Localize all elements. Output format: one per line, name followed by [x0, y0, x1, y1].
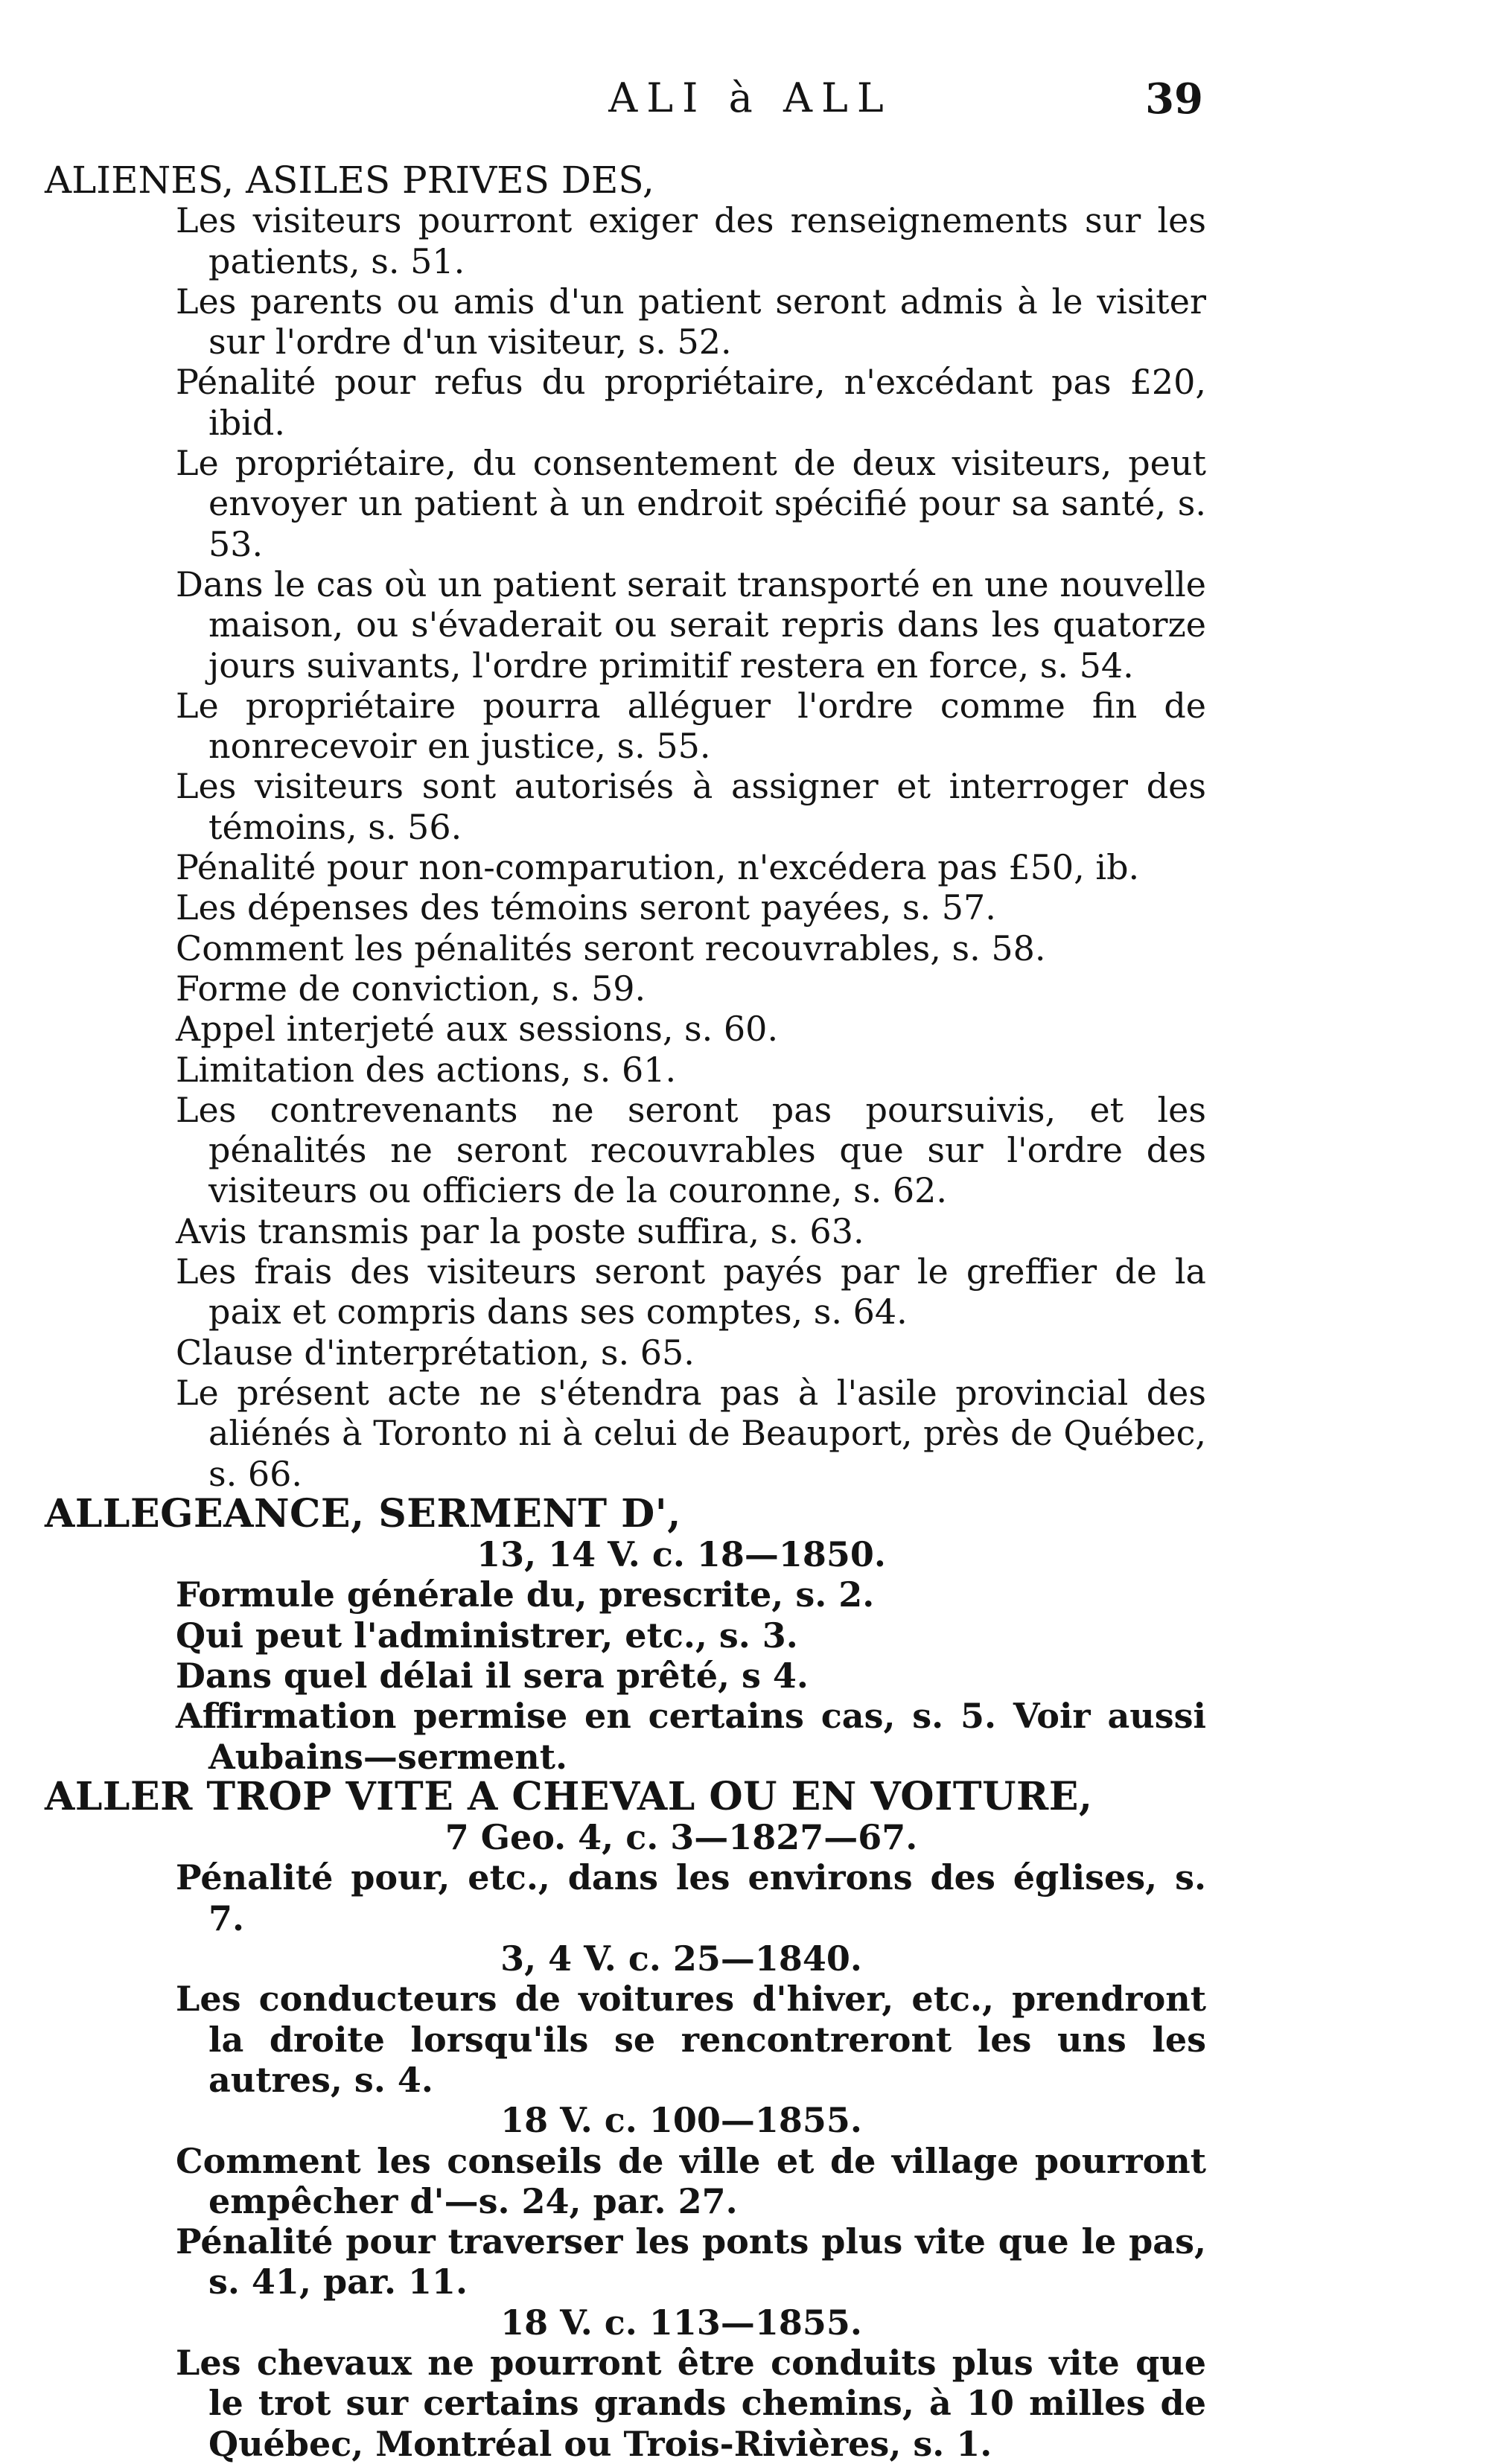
- index-entry: Dans quel délai il sera prêté, s 4.: [176, 1655, 809, 1696]
- index-entry: Limitation des actions, s. 61.: [176, 1049, 677, 1090]
- index-entry: Qui peut l'administrer, etc., s. 3.: [176, 1615, 798, 1656]
- index-entry: Formule générale du, prescrite, s. 2.: [176, 1574, 875, 1615]
- index-entry: Pénalité pour non-comparution, n'excédera pas £50, ib.: [176, 847, 1140, 888]
- section-alienes-entries: [45, 200, 1206, 1494]
- index-entry: Les visiteurs sont autorisés à assigner et interroger des témoins, s. 56.: [176, 766, 1206, 847]
- statute-reference: 18 V. c. 113—1855.: [500, 2302, 862, 2343]
- index-entry: Comment les conseils de ville et de village pourront empêcher d'—s. 24, par. 27.: [176, 2140, 1206, 2221]
- index-entry: Forme de conviction, s. 59.: [176, 968, 646, 1009]
- running-head: ALI à ALL: [608, 74, 893, 121]
- section-heading-aller-trop-vite: ALLER TROP VITE A CHEVAL OU EN VOITURE,: [45, 1773, 1093, 1819]
- index-entry: Pénalité pour traverser les ponts plus vite que le pas, s. 41, par. 11.: [176, 2221, 1206, 2302]
- index-body: [45, 160, 1206, 2464]
- section-allegeance: [45, 1490, 1206, 1777]
- index-entry: Les frais des visiteurs seront payés par le greffier de la paix et compris dans ses comptes, s. 64.: [176, 1251, 1206, 1332]
- statute-reference: 3, 4 V. c. 25—1840.: [500, 1938, 862, 1979]
- index-entry: Affirmation permise en certains cas, s. 5. Voir aussi Aubains—serment.: [176, 1696, 1206, 1777]
- statute-reference: 13, 14 V. c. 18—1850.: [477, 1534, 886, 1575]
- index-entry: Les dépenses des témoins seront payées, s. 57.: [176, 887, 996, 928]
- statute-reference: 7 Geo. 4, c. 3—1827—67.: [444, 1817, 918, 1858]
- index-entry: Appel interjeté aux sessions, s. 60.: [176, 1009, 779, 1050]
- index-entry: Clause d'interprétation, s. 65.: [176, 1332, 695, 1373]
- index-entry: Comment les pénalités seront recouvrables, s. 58.: [176, 928, 1046, 968]
- page-number: 39: [1145, 74, 1203, 124]
- section-heading-allegeance: ALLEGEANCE, SERMENT D',: [45, 1490, 681, 1536]
- section-aller-trop-vite: [45, 1773, 1206, 2464]
- index-entry: Les conducteurs de voitures d'hiver, etc., prendront la droite lorsqu'ils se rencontreront les uns les autres, s. 4.: [176, 1979, 1206, 2100]
- index-entry: Les parents ou amis d'un patient seront admis à le visiter sur l'ordre d'un visiteur, s. 52.: [176, 281, 1206, 363]
- index-entry: Dans le cas où un patient serait transporté en une nouvelle maison, ou s'évaderait ou serait repris dans les quatorze jours suivants, l'ordre primitif restera en force, s. 54.: [176, 564, 1206, 686]
- index-entry: Les chevaux ne pourront être conduits plus vite que le trot sur certains grands chemins, à 10 milles de Québec, Montréal ou Trois-Rivières, s. 1.: [176, 2343, 1206, 2464]
- index-entry: Le présent acte ne s'étendra pas à l'asile provincial des aliénés à Toronto ni à celui de Beauport, près de Québec, s. 66.: [176, 1372, 1206, 1494]
- index-entry: Les visiteurs pourront exiger des renseignements sur les patients, s. 51.: [176, 200, 1206, 281]
- index-entry: Le propriétaire pourra alléguer l'ordre comme fin de nonrecevoir en justice, s. 55.: [176, 685, 1206, 767]
- index-entry: Les contrevenants ne seront pas poursuivis, et les pénalités ne seront recouvrables que sur l'ordre des visiteurs ou officiers de la couronne, s. 62.: [176, 1089, 1206, 1211]
- index-entry: Le propriétaire, du consentement de deux visiteurs, peut envoyer un patient à un endroit spécifié pour sa santé, s. 53.: [176, 443, 1206, 564]
- statute-reference: 18 V. c. 100—1855.: [500, 2100, 862, 2141]
- section-heading-alienes: ALIENES, ASILES PRIVES DES,: [45, 159, 654, 202]
- index-entry: Pénalité pour, etc., dans les environs des églises, s. 7.: [176, 1857, 1206, 1938]
- index-entry: Avis transmis par la poste suffira, s. 63.: [176, 1210, 864, 1251]
- index-entry: Pénalité pour refus du propriétaire, n'excédant pas £20, ibid.: [176, 362, 1206, 443]
